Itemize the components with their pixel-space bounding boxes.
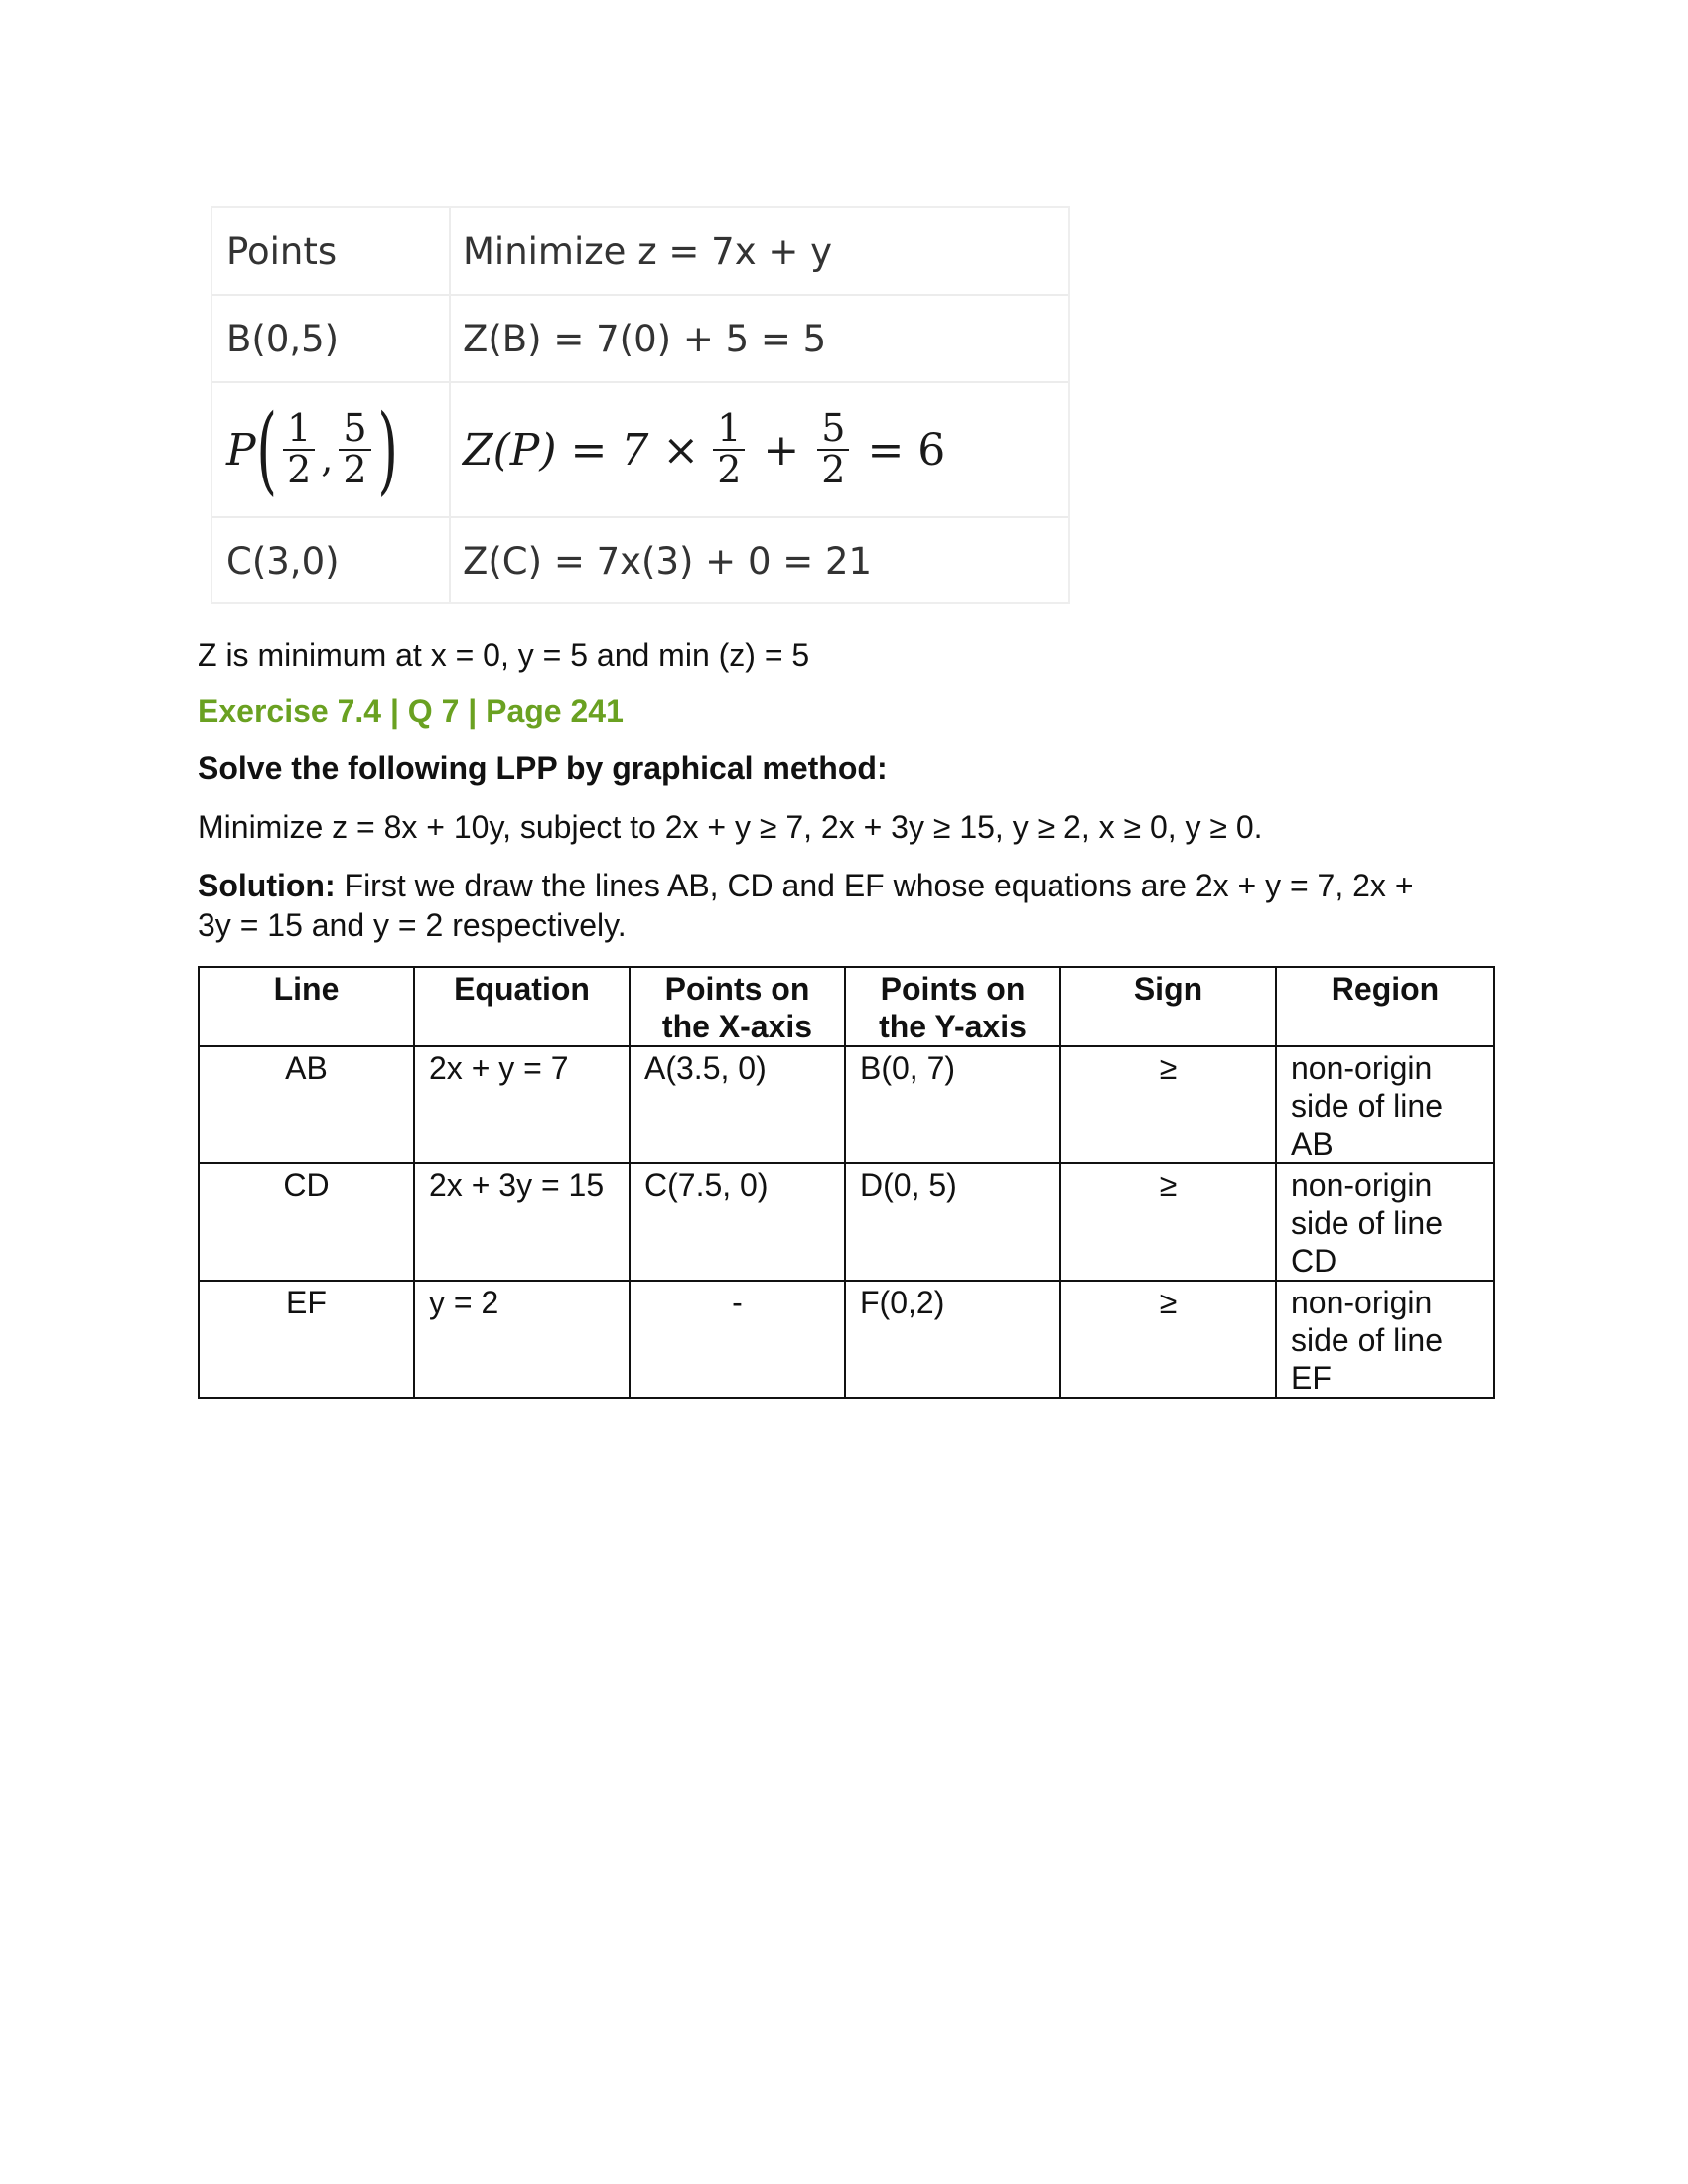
cell-line: EF — [199, 1281, 414, 1398]
table-row-c — [212, 518, 1068, 604]
point-p-y-fraction: $\frac{5}{2}$ — [339, 409, 370, 490]
term1-fraction: $\frac{1}{2}$ — [713, 409, 745, 490]
table-row-header — [212, 208, 1068, 296]
cell-line: CD — [199, 1163, 414, 1281]
objective-header: Minimize z = 7x + y — [463, 229, 833, 273]
cell-y-point: D(0, 5) — [845, 1163, 1060, 1281]
cell-region: non-origin side of line CD — [1276, 1163, 1494, 1281]
cell-sign: ≥ — [1060, 1163, 1276, 1281]
cell-y-point: F(0,2) — [845, 1281, 1060, 1398]
value-p-prefix: Z(P) = 7 × — [463, 424, 700, 476]
table-row — [199, 1046, 1494, 1163]
value-p-result: = 6 — [867, 424, 946, 476]
value-b: Z(B) = 7(0) + 5 = 5 — [463, 317, 827, 360]
cell-sign: ≥ — [1060, 1046, 1276, 1163]
point-b: B(0,5) — [226, 317, 340, 360]
table-row — [199, 1163, 1494, 1281]
question-heading: Solve the following LPP by graphical method: — [198, 751, 888, 786]
value-p — [463, 383, 957, 516]
conclusion-text: Z is minimum at x = 0, y = 5 and min (z) = 5 — [198, 637, 810, 673]
cell-x-point: A(3.5, 0) — [630, 1046, 845, 1163]
solution-line-1: First we draw the lines AB, CD and EF whose equations are 2x + y = 7, 2x + — [335, 868, 1414, 903]
cell-x-point: - — [630, 1281, 845, 1398]
cell-line: AB — [199, 1046, 414, 1163]
point-p-label: P — [226, 424, 256, 476]
table-row-b — [212, 296, 1068, 383]
objective-evaluation-table — [211, 206, 1070, 604]
cell-y-point: B(0, 7) — [845, 1046, 1060, 1163]
cell-x-point: C(7.5, 0) — [630, 1163, 845, 1281]
solution-label: Solution: — [198, 868, 336, 903]
header-sign: Sign — [1060, 967, 1276, 1046]
header-x-axis-points: Points on the X-axis — [630, 967, 845, 1046]
cell-region: non-origin side of line EF — [1276, 1281, 1494, 1398]
header-line: Line — [199, 967, 414, 1046]
point-c: C(3,0) — [226, 539, 340, 583]
value-c: Z(C) = 7x(3) + 0 = 21 — [463, 539, 873, 583]
exercise-reference: Exercise 7.4 | Q 7 | Page 241 — [198, 693, 624, 729]
solution-text — [198, 866, 1414, 945]
cell-equation: 2x + 3y = 15 — [414, 1163, 630, 1281]
table-row-p — [212, 383, 1068, 518]
points-header: Points — [226, 229, 338, 273]
plus-sign: + — [763, 424, 800, 476]
solution-line-2: 3y = 15 and y = 2 respectively. — [198, 907, 627, 943]
point-p: P ( $\frac{1}{2}$ , $\frac{5}{2}$ ) — [226, 394, 398, 505]
term2-fraction: $\frac{5}{2}$ — [817, 409, 849, 490]
header-region: Region — [1276, 967, 1494, 1046]
header-y-axis-points: Points on the Y-axis — [845, 967, 1060, 1046]
cell-sign: ≥ — [1060, 1281, 1276, 1398]
problem-statement: Minimize z = 8x + 10y, subject to 2x + y ≥ 7, 2x + 3y ≥ 15, y ≥ 2, x ≥ 0, y ≥ 0. — [198, 809, 1263, 845]
table-header-row — [199, 967, 1494, 1046]
lines-table — [198, 966, 1495, 1399]
cell-equation: y = 2 — [414, 1281, 630, 1398]
cell-equation: 2x + y = 7 — [414, 1046, 630, 1163]
header-equation: Equation — [414, 967, 630, 1046]
table-row — [199, 1281, 1494, 1398]
point-p-x-fraction: $\frac{1}{2}$ — [283, 409, 315, 490]
cell-region: non-origin side of line AB — [1276, 1046, 1494, 1163]
